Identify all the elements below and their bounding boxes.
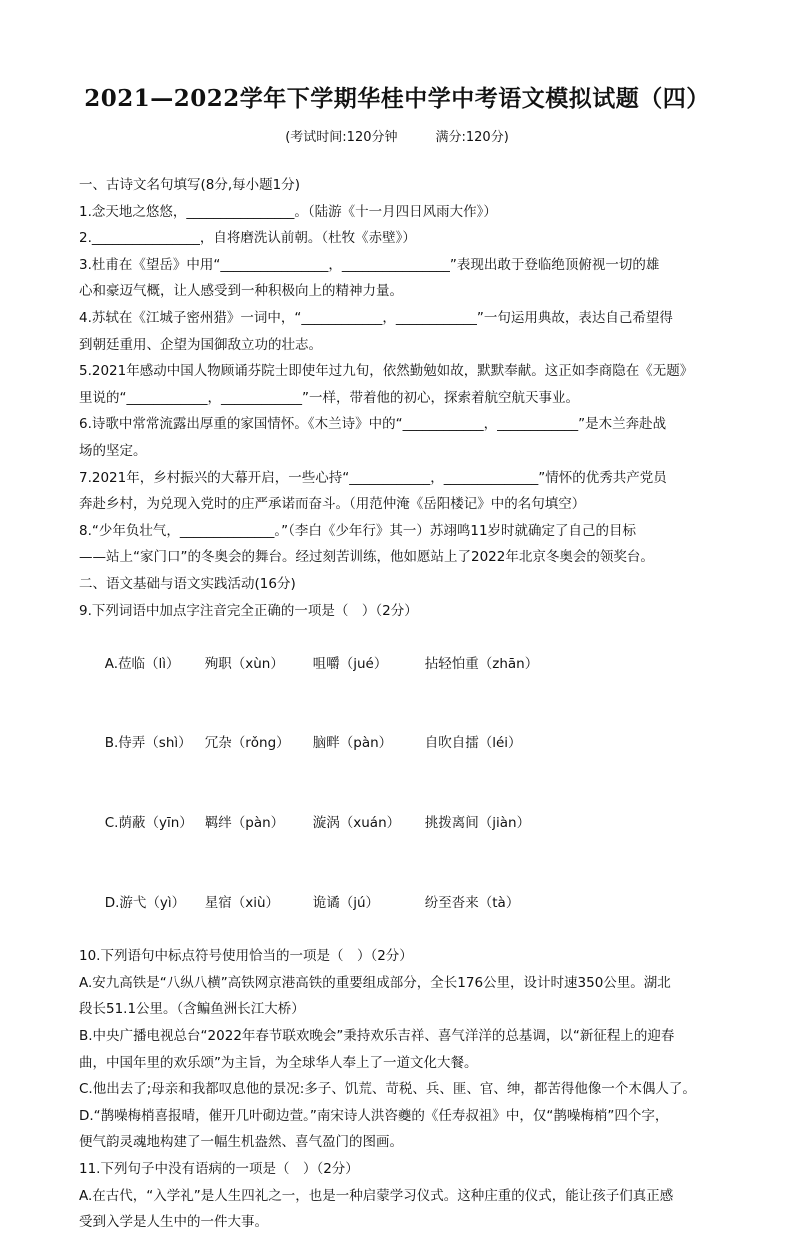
option-word: 漩涡（xuán） <box>312 815 401 832</box>
option-word: 诡谲（jú） <box>312 895 380 912</box>
question-9-option-d <box>79 863 719 943</box>
question-5-line-1: 5.2021年感动中国人物顾诵芬院士即使年过九旬，依然勤勉如故，默默奉献。这正如李商隐在《无题》 <box>79 363 694 380</box>
question-10-option-b-line-2: 曲，中国年里的欢乐颂”为主旨，为全球华人奉上了一道文化大餐。 <box>79 1054 478 1071</box>
question-6-line-2: 场的坚定。 <box>79 442 147 459</box>
option-word: 冗杂（rǒng） <box>204 735 290 752</box>
option-word: 挑拨离间（jiàn） <box>424 815 531 832</box>
exam-title: 2021—2022学年下学期华桂中学中考语文模拟试题（四） <box>84 85 710 112</box>
option-word: 殉职（xùn） <box>204 655 284 672</box>
question-3-line-2: 心和豪迈气概，让人感受到一种积极向上的精神力量。 <box>79 283 403 300</box>
option-word: 拈轻怕重（zhān） <box>424 655 539 672</box>
question-9: 9.下列词语中加点字注音完全正确的一项是（ ）（2分） <box>79 602 418 619</box>
question-10-option-c: C.他出去了;母亲和我都叹息他的景况:多子、饥荒、苛税、兵、匪、官、绅，都苦得他像一个木偶人了。 <box>79 1081 696 1098</box>
section-heading: 一、古诗文名句填写(8分,每小题1分) <box>79 177 301 193</box>
option-word: 星宿（xiù） <box>204 895 280 912</box>
question-10-option-a-line-1: A.安九高铁是“八纵八横”高铁网京港高铁的重要组成部分，全长176公里，设计时速350公里。湖北 <box>79 974 671 991</box>
question-10-option-d-line-2: 便气韵灵魂地构建了一幅生机盎然、喜气盈门的图画。 <box>79 1134 403 1151</box>
question-11-option-a-line-2: 受到入学是人生中的一件大事。 <box>79 1214 268 1231</box>
question-7-line-1: 7.2021年，乡村振兴的大幕开启，一些心持“____________，______________”情怀的优秀共产党员 <box>79 469 667 486</box>
question-6-line-1: 6.诗歌中常常流露出厚重的家国情怀。《木兰诗》中的“____________，____________”是木兰奔赴战 <box>79 416 667 433</box>
exam-score: 满分:120分) <box>435 130 509 145</box>
section-heading: 二、语文基础与语文实践活动(16分) <box>79 575 296 592</box>
question-3-line-1: 3.杜甫在《望岳》中用“________________，________________”表现出敢于登临绝顶俯视一切的雄 <box>79 256 660 273</box>
question-4-line-1: 4.苏轼在《江城子密州猎》一词中，“____________，____________”一句运用典故，表达自己希望得 <box>79 309 673 326</box>
question-10-option-a-line-2: 段长51.1公里。（含鳊鱼洲长江大桥） <box>79 1001 305 1018</box>
question-5-line-2: 里说的“____________，____________”一样，带着他的初心，探索着航空航天事业。 <box>79 389 579 406</box>
option-word: C.荫蔽（yīn） <box>104 815 193 832</box>
exam-body <box>79 172 719 1236</box>
option-word: 自吹自擂（léi） <box>424 735 522 752</box>
option-word: 羁绊（pàn） <box>204 815 285 832</box>
question-9-option-b <box>79 704 719 784</box>
exam-subtitle <box>0 126 794 145</box>
question-11-option-a-line-1: A.在古代，“入学礼”是人生四礼之一，也是一种启蒙学习仪式。这种庄重的仪式，能让孩子们真正感 <box>79 1187 674 1204</box>
question-8-line-2: ——站上“家门口”的冬奥会的舞台。经过刻苦训练，他如愿站上了2022年北京冬奥会的领奖台。 <box>79 549 654 566</box>
question-4-line-2: 到朝廷重用、企望为国御敌立功的壮志。 <box>79 336 322 353</box>
option-word: D.游弋（yì） <box>104 895 186 912</box>
option-word: 纷至沓来（tà） <box>424 895 520 912</box>
option-word: B.侍弄（shì） <box>104 735 192 752</box>
question-1: 1.念天地之悠悠，________________。（陆游《十一月四日风雨大作》） <box>79 203 497 220</box>
question-9-option-c <box>79 784 719 864</box>
option-word: 脑畔（pàn） <box>312 735 393 752</box>
question-2: 2.________________，自将磨洗认前朝。（杜牧《赤壁》） <box>79 230 416 247</box>
exam-time: (考试时间:120分钟 <box>285 130 398 145</box>
question-7-line-2: 奔赴乡村，为兑现入党时的庄严承诺而奋斗。（用范仲淹《岳阳楼记》中的名句填空） <box>79 496 586 513</box>
question-10: 10.下列语句中标点符号使用恰当的一项是（ ）（2分） <box>79 948 413 965</box>
option-word: 咀嚼（jué） <box>312 655 388 672</box>
option-word: A.莅临（lì） <box>104 655 180 672</box>
question-10-option-d-line-1: D.“鹊噪梅梢喜报晴，催开几叶砌边萱。”南宋诗人洪咨夔的《任寿叔祖》中，仅“鹊噪梅梢”四个字， <box>79 1107 669 1124</box>
question-10-option-b-line-1: B.中央广播电视总台“2022年春节联欢晚会”秉持欢乐吉祥、喜气洋洋的总基调，以“新征程上的迎春 <box>79 1028 675 1044</box>
question-11: 11.下列句子中没有语病的一项是（ ）（2分） <box>79 1160 359 1177</box>
question-8-line-1: 8.“少年负壮气，______________。”（李白《少年行》其一）苏翊鸣11岁时就确定了自己的目标 <box>79 522 637 539</box>
question-9-option-a <box>79 624 719 704</box>
